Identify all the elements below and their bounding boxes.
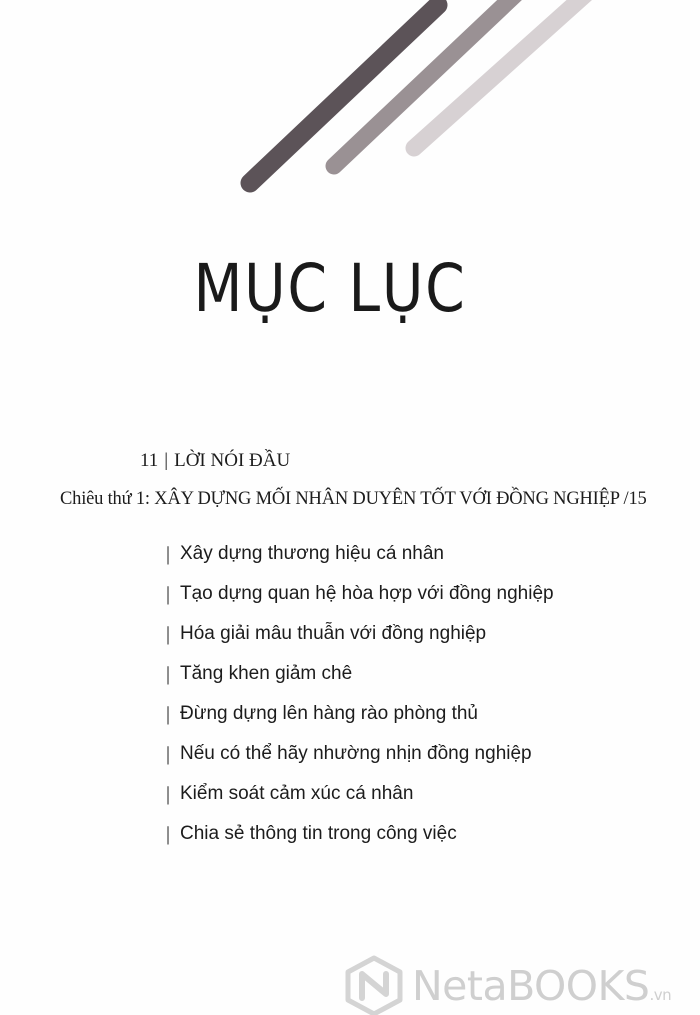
entry-title: Xây dựng thương hiệu cá nhân (180, 543, 444, 564)
chapter-prefix: Chiêu thứ 1: (60, 489, 150, 509)
entry-title: Kiểm soát cảm xúc cá nhân (180, 783, 414, 804)
separator: | (164, 450, 169, 471)
decorative-stripes (0, 0, 700, 200)
separator: | (166, 743, 171, 765)
separator: | (166, 663, 171, 685)
entry-title: Chia sẻ thông tin trong công việc (180, 823, 457, 844)
separator: | (166, 783, 171, 805)
separator: | (166, 823, 171, 845)
entry-title: Tạo dựng quan hệ hòa hợp với đồng nghiệp (180, 583, 554, 604)
preface-entry[interactable] (140, 450, 290, 472)
entry-title: Đừng dựng lên hàng rào phòng thủ (180, 703, 478, 724)
entry-title: Tăng khen giảm chê (180, 663, 353, 684)
entry-title: Nếu có thể hãy nhường nhịn đồng nghiệp (180, 743, 532, 764)
separator: | (166, 583, 171, 605)
separator: | (166, 703, 171, 725)
chapter-title: XÂY DỰNG MỐI NHÂN DUYÊN TỐT VỚI ĐỒNG NGHIỆP (154, 489, 620, 509)
page-title: MỤC LỤC (193, 250, 467, 327)
preface-page-number: 11 (140, 450, 159, 471)
watermark-text (412, 962, 671, 1010)
chapter-page-number: /15 (623, 489, 647, 509)
chapter-heading[interactable] (60, 489, 647, 510)
separator: | (166, 623, 171, 645)
separator: | (166, 543, 171, 565)
watermark-brand: NetaBOOKS (412, 962, 650, 1010)
entry-title: Hóa giải mâu thuẫn với đồng nghiệp (180, 623, 487, 644)
watermark-suffix: .vn (649, 986, 672, 1004)
preface-label: LỜI NÓI ĐẦU (174, 450, 291, 471)
